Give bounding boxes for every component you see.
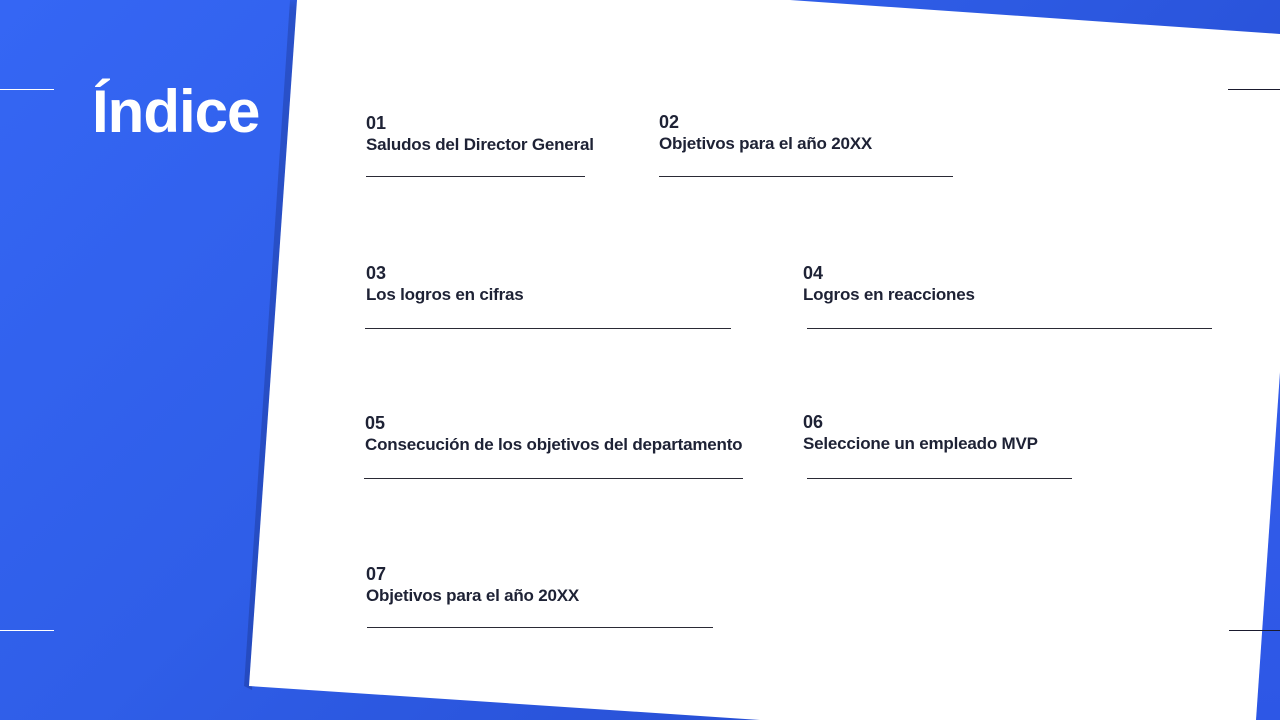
item-label: Objetivos para el año 20XX (659, 134, 873, 153)
item-underline (364, 478, 743, 479)
item-number: 02 (659, 112, 680, 132)
decorative-line-top-right (1228, 89, 1280, 90)
item-label: Los logros en cifras (366, 285, 524, 304)
item-number: 01 (366, 113, 387, 133)
item-underline (659, 176, 953, 177)
item-number: 03 (366, 263, 387, 283)
item-number: 06 (803, 412, 824, 432)
decorative-line-top-left (0, 89, 54, 90)
index-item-03[interactable] (366, 262, 524, 306)
item-number: 07 (366, 564, 387, 584)
index-item-06[interactable] (803, 411, 1038, 455)
decorative-line-bottom-right (1229, 630, 1280, 631)
item-underline (807, 478, 1072, 479)
index-item-04[interactable] (803, 262, 975, 306)
page-title: Índice (92, 78, 260, 145)
index-item-01[interactable] (366, 112, 594, 156)
item-number: 05 (365, 413, 386, 433)
item-label: Seleccione un empleado MVP (803, 434, 1038, 453)
item-underline (365, 328, 731, 329)
item-underline (807, 328, 1212, 329)
index-item-02[interactable] (659, 111, 872, 155)
item-label: Logros en reacciones (803, 285, 975, 304)
item-underline (367, 627, 713, 628)
item-underline (366, 176, 585, 177)
index-item-07[interactable] (366, 563, 579, 607)
decorative-line-bottom-left (0, 630, 54, 631)
item-label: Saludos del Director General (366, 135, 594, 154)
item-label: Objetivos para el año 20XX (366, 586, 580, 605)
item-label: Consecución de los objetivos del departamento (365, 435, 743, 454)
index-item-05[interactable] (365, 412, 742, 456)
item-number: 04 (803, 263, 824, 283)
